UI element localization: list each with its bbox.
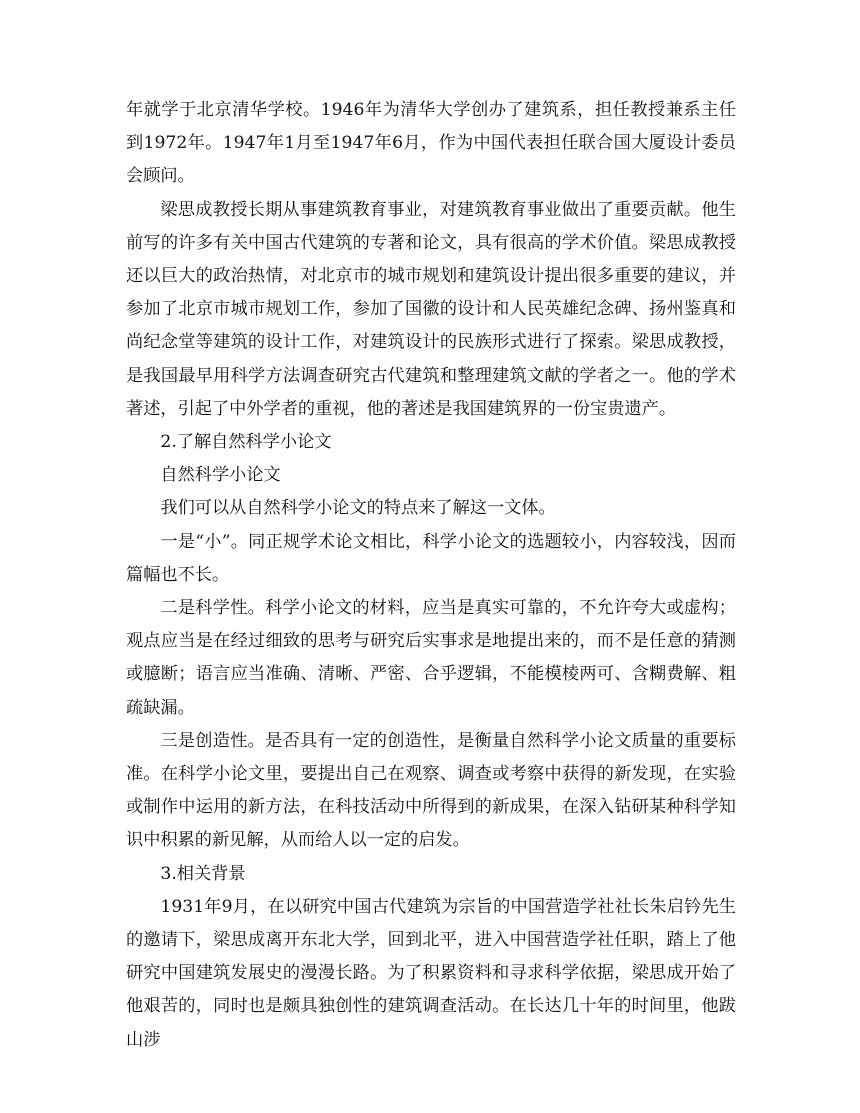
- section-heading-3: 3.相关背景: [160, 863, 246, 884]
- paragraph-point-1: 一是“小”。同正规学术论文相比，科学小论文的选题较小，内容较浅，因而篇幅也不长。: [126, 531, 736, 585]
- paragraph-intro: 我们可以从自然科学小论文的特点来了解这一文体。: [160, 498, 556, 519]
- document-body: [126, 94, 736, 1057]
- paragraph-contributions: 梁思成教授长期从事建筑教育事业，对建筑教育事业做出了重要贡献。他生前写的许多有关中国古代建筑的专著和论文，具有很高的学术价值。梁思成教授还以巨大的政治热情，对北京市的城市规划和建筑设计提出很多重要的建议，并参加了北京市城市规划工作，参加了国徽的设计和人民英雄纪念碑、扬州鉴真和尚纪念堂等建筑的设计工作，对建筑设计的民族形式进行了探索。梁思成教授，是我国最早用科学方法调查研究古代建筑和整理建筑文献的学者之一。他的学术著述，引起了中外学者的重视，他的著述是我国建筑界的一份宝贵遗产。: [126, 199, 736, 419]
- paragraph-background: 1931年9月，在以研究中国古代建筑为宗旨的中国营造学社社长朱启钤先生的邀请下，梁思成离开东北大学，回到北平，进入中国营造学社任职，踏上了他研究中国建筑发展史的漫漫长路。为了积累资料和寻求科学依据，梁思成开始了他艰苦的，同时也是颇具独创性的建筑调查活动。在长达几十年的时间里，他跋山涉: [126, 896, 736, 1050]
- paragraph-point-2: 二是科学性。科学小论文的材料，应当是真实可靠的，不允许夸大或虚构；观点应当是在经过细致的思考与研究后实事求是地提出来的，而不是任意的猜测或臆断；语言应当准确、清晰、严密、合乎逻辑，不能模棱两可、含糊费解、粗疏缺漏。: [126, 598, 736, 718]
- subheading: 自然科学小论文: [160, 465, 281, 486]
- section-heading-2: 2.了解自然科学小论文: [160, 432, 332, 453]
- paragraph-continued-bio: 年就学于北京清华学校。1946年为清华大学创办了建筑系，担任教授兼系主任到1972年。1947年1月至1947年6月，作为中国代表担任联合国大厦设计委员会顾问。: [126, 100, 736, 187]
- paragraph-point-3: 三是创造性。是否具有一定的创造性，是衡量自然科学小论文质量的重要标准。在科学小论文里，要提出自己在观察、调查或考察中获得的新发现，在实验或制作中运用的新方法，在科技活动中所得到的新成果，在深入钻研某种科学知识中积累的新见解，从而给人以一定的启发。: [126, 730, 736, 851]
